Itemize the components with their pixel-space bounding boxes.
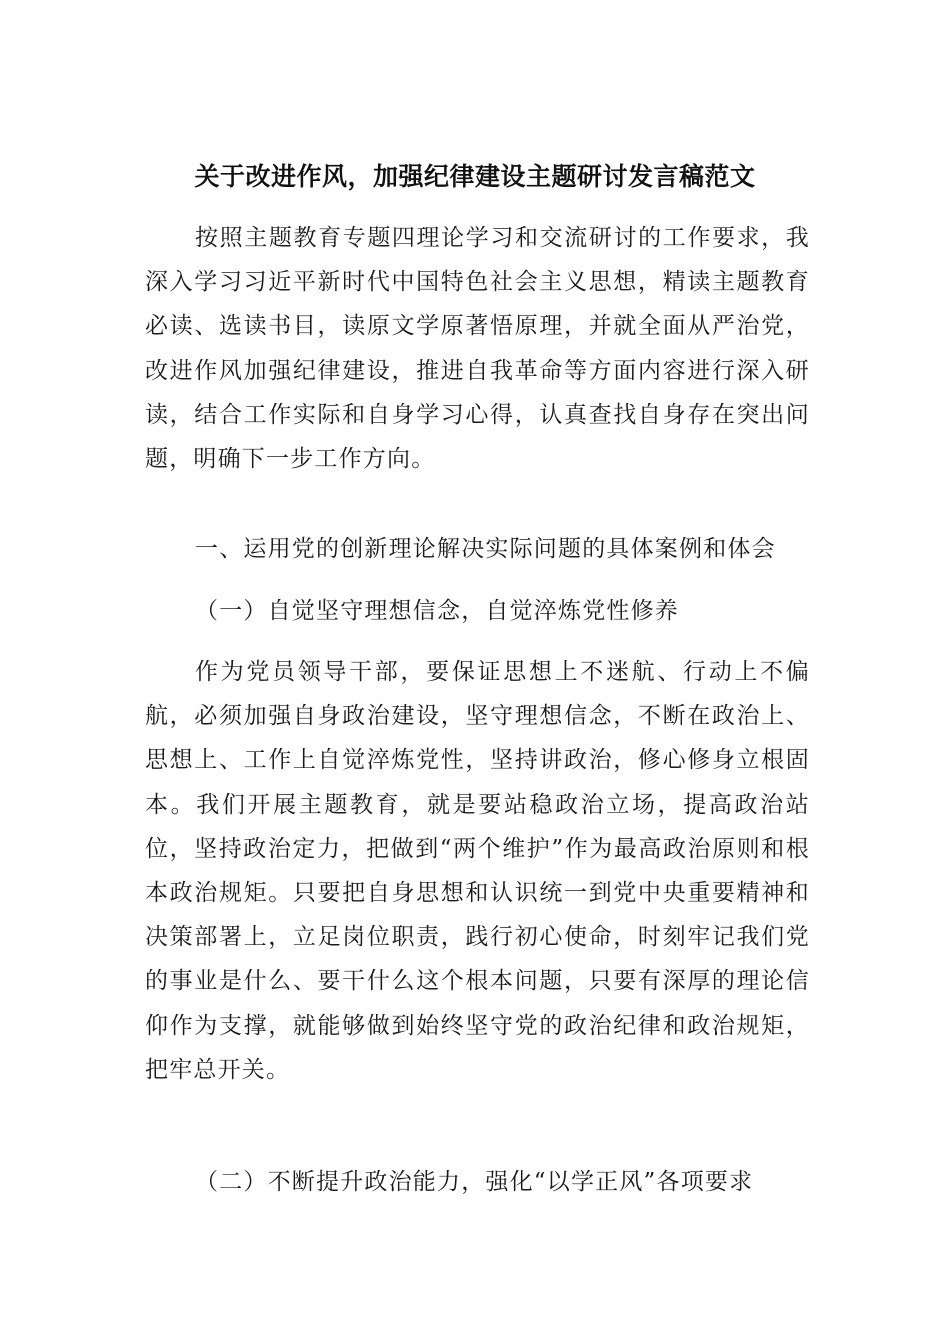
subsection-2-heading: （二）不断提升政治能力，强化“以学正风”各项要求 <box>195 1169 754 1195</box>
intro-paragraph: 按照主题教育专题四理论学习和交流研讨的工作要求，我深入学习习近平新时代中国特色社会主义思想，精读主题教育必读、选读书目，读原文学原著悟原理，并就全面从严治党，改进作风加强纪律建设，推进自我革命等方面内容进行深入研读，结合工作实际和自身学习心得，认真查找自身存在突出问题，明确下一步工作方向。 <box>145 225 810 473</box>
subsection-1-paragraph: 作为党员领导干部，要保证思想上不迷航、行动上不偏航，必须加强自身政治建设，坚守理想信念，不断在政治上、思想上、工作上自觉淬炼党性，坚持讲政治，修心修身立根固本。我们开展主题教育，就是要站稳政治立场，提高政治站位，坚持政治定力，把做到“两个维护”作为最高政治原则和根本政治规矩。只要把自身思想和认识统一到党中央重要精神和决策部署上，立足岗位职责，践行初心使命，时刻牢记我们党的事业是什么、要干什么这个根本问题，只要有深厚的理论信仰作为支撑，就能够做到始终坚守党的政治纪律和政治规矩，把牢总开关。 <box>145 659 810 1083</box>
section-1-heading: 一、运用党的创新理论解决实际问题的具体案例和体会 <box>195 536 776 562</box>
subsection-1-heading: （一）自觉坚守理想信念，自觉淬炼党性修养 <box>195 598 679 624</box>
document-title: 关于改进作风，加强纪律建设主题研讨发言稿范文 <box>194 162 756 191</box>
